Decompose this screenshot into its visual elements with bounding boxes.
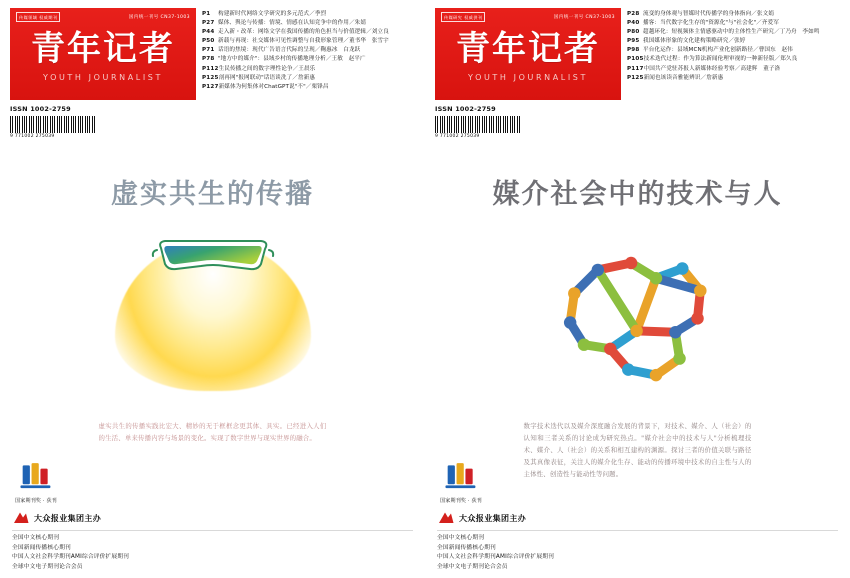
cover-headline-right: 媒介社会中的技术与人	[492, 179, 783, 210]
toc-item	[627, 65, 840, 74]
toc-page-number: P78	[202, 56, 215, 63]
table-of-contents-left	[196, 8, 415, 116]
masthead-tags-left	[16, 12, 190, 22]
publisher-logo-icon	[12, 511, 30, 526]
award-caption-left: 国家期刊奖 · 获刊	[15, 498, 57, 504]
toc-item	[627, 28, 840, 37]
logo-block-left	[10, 8, 196, 139]
toc-title: 话语的焦境：现代广告语言代际的呈现／鞠惠冰 白龙跃	[218, 47, 361, 54]
toc-item	[202, 74, 415, 83]
toc-page-number: P28	[627, 11, 640, 17]
vr-goggles-icon	[150, 233, 276, 277]
award-trophy-icon	[444, 462, 478, 492]
magazine-cover-right	[425, 0, 850, 578]
toc-page-number: P27	[202, 20, 215, 27]
toc-item	[627, 10, 840, 19]
toc-title: 播客：当代数字化生存的"资源化"与"社会化"／齐爱军	[643, 20, 779, 27]
issn-right: ISSN 1002-2759	[435, 105, 496, 113]
magazine-title-en-right: YOUTH JOURNALIST	[468, 73, 588, 82]
barcode-left	[10, 116, 96, 138]
masthead-tags-right	[441, 12, 615, 22]
barcode-right	[435, 116, 521, 138]
masthead-issue-number-right: 国内统一刊号 CN37-1003	[553, 14, 615, 20]
barcode-number-right: 9 771002 275039	[435, 133, 480, 139]
toc-page-number: P71	[202, 47, 215, 54]
masthead-right	[425, 0, 850, 139]
joint-network-graphic	[533, 227, 743, 407]
toc-page-number: P105	[627, 56, 644, 63]
masthead-badge-right: 传媒研究 权威供刊	[441, 12, 485, 22]
cover-artwork-right	[425, 215, 850, 420]
toc-title: 流变的身体观与智媒时代传播学的身体指向／张文娟	[643, 11, 774, 17]
toc-item	[202, 28, 415, 37]
toc-page-number: P117	[627, 65, 644, 72]
toc-title: 新媒体为何集体对ChatGPT说"不"／栗锋昌	[218, 83, 329, 90]
toc-item	[202, 65, 415, 74]
toc-title: 超越环化：短视频体主情感驱动中的主体性生产研究／丁乃舟 李如鸣	[643, 29, 820, 36]
toc-title: 走入新・改革：网络文学在我国传播的角色担当与价值逻辑／刘立良	[218, 29, 389, 36]
cover-footer-right	[425, 511, 850, 572]
publisher-name-right: 大众报业集团主办	[459, 514, 527, 524]
toc-page-number: P98	[627, 47, 640, 54]
toc-page-number: P50	[202, 38, 215, 45]
toc-item	[627, 37, 840, 46]
award-badge-left	[14, 462, 58, 505]
toc-page-number: P80	[627, 29, 640, 36]
toc-title: "地方中的媒介"：县域乡村的传播地理分析／王敏 赵平广	[218, 56, 366, 63]
barcode-number-left: 9 771002 275039	[10, 133, 55, 139]
cover-blurb-left: 虚实共生的传播实践比宏大、精妙的无于框框念更其体、具实。已经进入人们的生活、单来传播内容与场景的变化。实现了数字世界与现实世界的融合。	[98, 422, 327, 442]
red-title-box-left	[10, 8, 196, 100]
toc-page-number: P95	[627, 38, 640, 45]
magazine-title-left: 青年记者	[31, 29, 175, 69]
toc-item	[627, 46, 840, 55]
toc-page-number: P112	[202, 65, 219, 72]
credential-item: 全国中文核心期刊	[437, 535, 485, 542]
toc-page-number: P125	[202, 74, 219, 81]
cover-footer-left	[0, 511, 425, 572]
toc-page-number: P40	[627, 20, 640, 27]
barcode-bars-right	[435, 116, 521, 133]
publisher-logo-icon	[437, 511, 455, 526]
toc-title: 平台化运作：县域MCN机构产业化创新路径／曹国东 赵伟	[643, 47, 793, 54]
toc-title: 我国媒体形象的文化建构策略研究／张婷	[643, 38, 746, 45]
cover-headline-left: 虚实共生的传播	[111, 179, 314, 210]
cover-artwork-left	[0, 215, 425, 420]
publisher-row-left	[12, 511, 413, 526]
credential-item: 全国新闻传播核心期刊	[12, 544, 71, 551]
award-badge-right	[439, 462, 483, 505]
toc-item	[627, 55, 840, 64]
toc-item	[202, 83, 415, 92]
toc-title: 中国共产党驻苏报人新媒体经验考察／高建辉 董子洛	[643, 65, 781, 72]
credential-item: 全国中文核心期刊	[12, 535, 60, 542]
toc-item	[627, 74, 840, 83]
masthead-left	[0, 0, 425, 139]
credential-item: 全国新闻传播核心期刊	[437, 544, 496, 551]
magazine-title-right: 青年记者	[456, 29, 600, 69]
toc-title: 构建新时代网络文学研究的多元范式／季烈	[218, 11, 327, 17]
logo-block-right	[435, 8, 621, 139]
credential-item: 全球中文电子期刊论合会员	[12, 563, 83, 570]
toc-page-number: P127	[202, 83, 219, 90]
publisher-row-right	[437, 511, 838, 526]
toc-title: 剖再网"报网联动"话语谈洗了／詹新惠	[218, 74, 316, 81]
toc-item	[202, 10, 415, 19]
toc-title: 技术迭代过程：作为算法新闻伦理审视的一种新径版／郑久良	[643, 56, 798, 63]
magazine-title-en-left: YOUTH JOURNALIST	[43, 73, 163, 82]
issn-left: ISSN 1002-2759	[10, 105, 71, 113]
publisher-name-left: 大众报业集团主办	[34, 514, 102, 524]
toc-page-number: P44	[202, 29, 215, 36]
barcode-bars-left	[10, 116, 96, 133]
masthead-issue-number-left: 国内统一刊号 CN37-1003	[128, 14, 190, 20]
footer-divider-right	[437, 530, 838, 531]
toc-title: 生民传播之间的数字理性论争／王晨乐	[218, 65, 316, 72]
masthead-badge-left: 传媒领域 权威期刊	[16, 12, 60, 22]
toc-title: 新闻也该读音雅能辨识／詹新惠	[643, 74, 724, 81]
toc-title: 新载与再现：社交媒体可见性调整与自我形象管理／董书华 张雪宇	[218, 38, 389, 45]
credential-item: 中国人文社会科学期刊AMI综合评价扩展期刊	[12, 554, 130, 561]
table-of-contents-right	[621, 8, 840, 116]
credential-item: 全球中文电子期刊论合会员	[437, 563, 508, 570]
cover-blurb-right: 数字技术迭代以及媒介深度融合发展的背景下，对技术、媒介、人（社会）的认知和三者关系的讨论成为研究热点。"媒介社会中的技术与人"分析梳理技术、媒介、人（社会）的关系和相互建构的渊源。探讨三者的价值关联与路径及其真像表征，关注人的媒介化生存、能动的传播环境中技术的自主性与人的主体性、创造性与能动性等问题。	[523, 422, 752, 478]
toc-item	[627, 19, 840, 28]
toc-item	[202, 37, 415, 46]
toc-item	[202, 46, 415, 55]
award-caption-right: 国家期刊奖 · 获刊	[440, 498, 482, 504]
toc-page-number: P1	[202, 11, 211, 17]
red-title-box-right	[435, 8, 621, 100]
footer-divider-left	[12, 530, 413, 531]
toc-page-number: P125	[627, 74, 644, 81]
award-trophy-icon	[19, 462, 53, 492]
toc-item	[202, 19, 415, 28]
toc-item	[202, 55, 415, 64]
credential-item: 中国人文社会科学期刊AMI综合评价扩展期刊	[437, 554, 555, 561]
toc-title: 媒体、舆论与传播：情境、情感在认知竞争中的作用／朱婧	[218, 20, 367, 27]
